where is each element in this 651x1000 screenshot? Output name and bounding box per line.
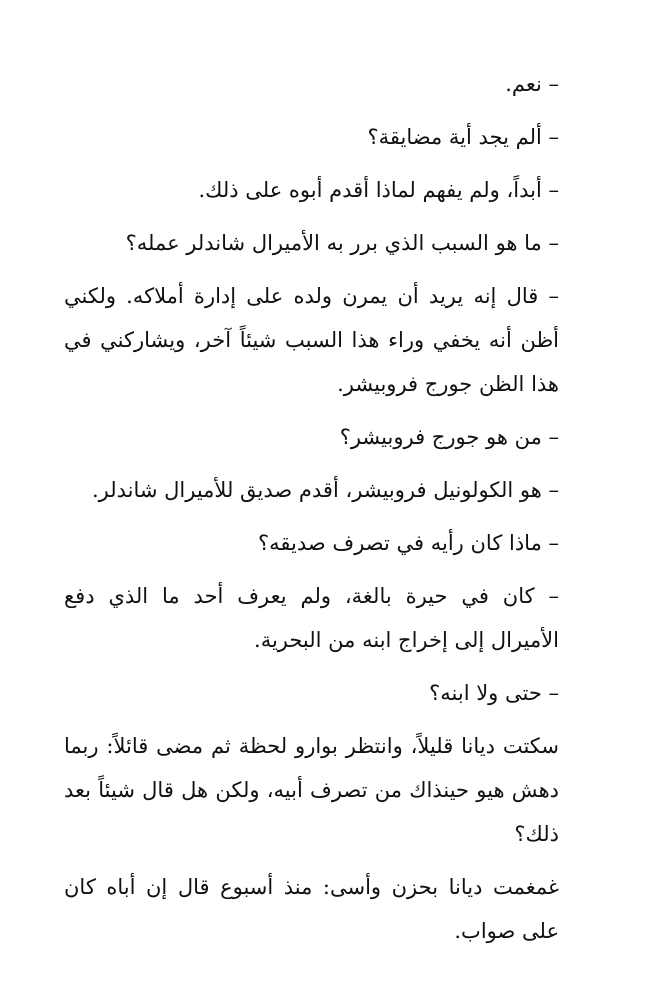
- dialogue-line-4: – ما هو السبب الذي برر به الأميرال شاندلر عمله؟: [125, 231, 559, 255]
- dialogue-line-3: – أبداً، ولم يفهم لماذا أقدم أبوه على ذلك.: [198, 178, 559, 202]
- dialogue-line-6: – من هو جورج فروبيشر؟: [339, 425, 559, 449]
- dialogue-line-9: – كان في حيرة بالغة، ولم يعرف أحد ما الذي دفع الأميرال إلى إخراج ابنه من البحرية.: [64, 584, 559, 652]
- dialogue-line-2: – ألم يجد أية مضايقة؟: [367, 125, 559, 149]
- narration-paragraph-1: سكتت ديانا قليلاً، وانتظر بوارو لحظة ثم مضى قائلاً: ربما دهش هيو حينذاك من تصرف أبيه، ولكن هل قال شيئاً بعد ذلك؟: [64, 734, 559, 846]
- dialogue-line-7: – هو الكولونيل فروبيشر، أقدم صديق للأميرال شاندلر.: [91, 478, 559, 502]
- dialogue-line-8: – ماذا كان رأيه في تصرف صديقه؟: [258, 531, 559, 555]
- dialogue-line-10: – حتى ولا ابنه؟: [429, 681, 559, 705]
- dialogue-line-5: – قال إنه يريد أن يمرن ولده على إدارة أملاكه. ولكني أظن أنه يخفي وراء هذا السبب شيئاً آخر، ويشاركني في هذا الظن جورج فروبيشر.: [64, 284, 559, 396]
- book-page: [64, 62, 579, 962]
- dialogue-line-1: – نعم.: [505, 72, 559, 96]
- narration-paragraph-2: غمغمت ديانا بحزن وأسى: منذ أسبوع قال إن أباه كان على صواب.: [64, 875, 559, 943]
